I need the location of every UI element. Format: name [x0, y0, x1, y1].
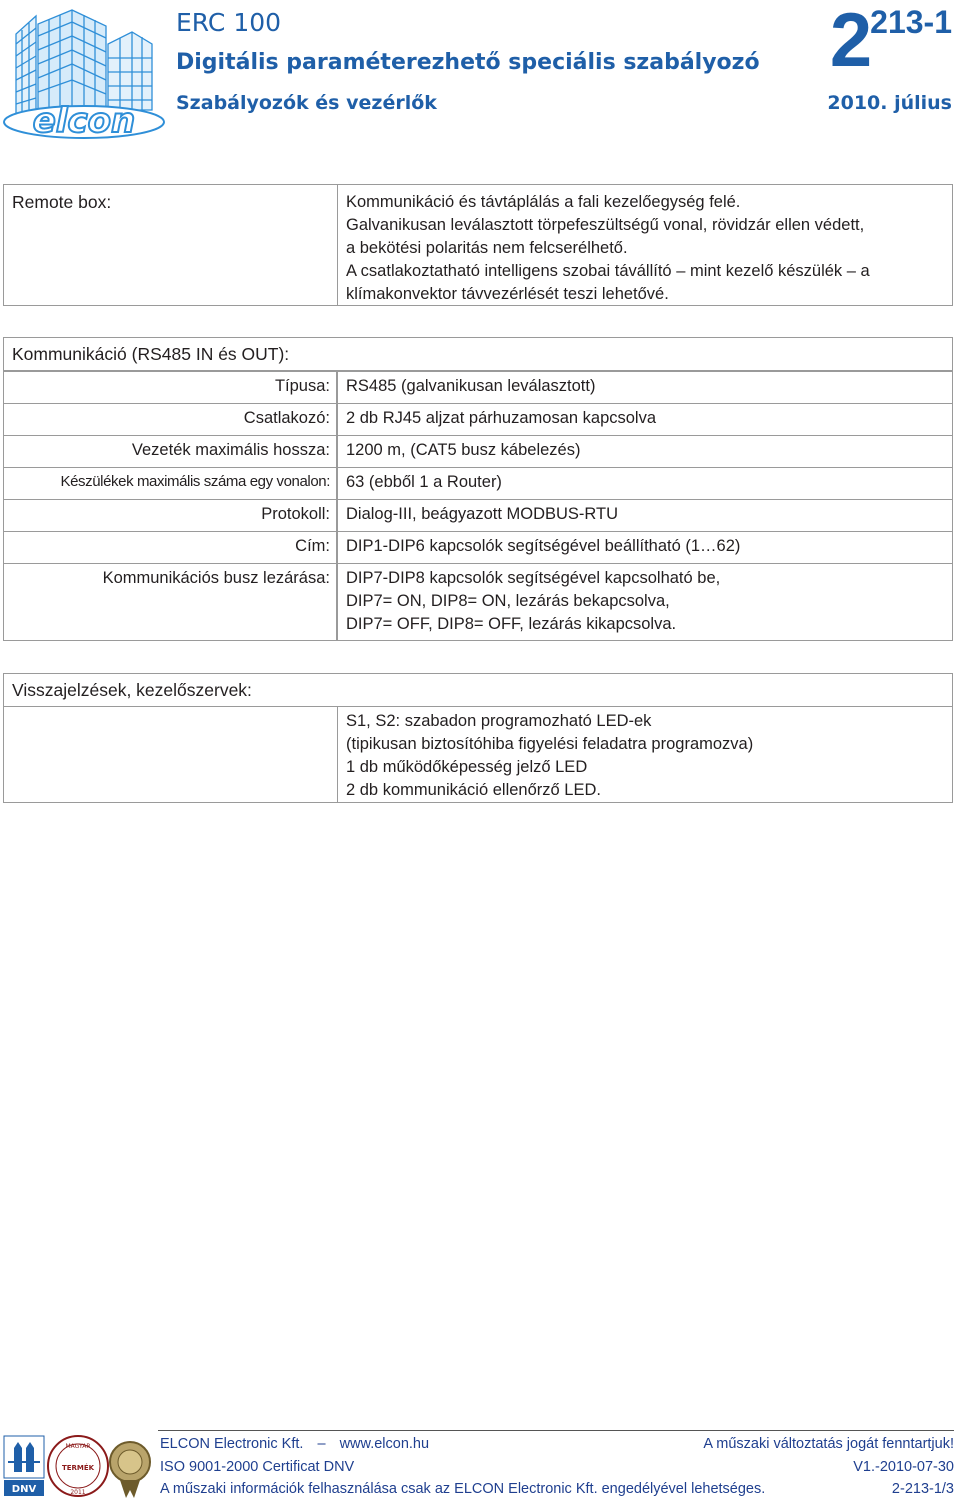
spec-label: Készülékek maximális száma egy vonalon:: [60, 473, 330, 490]
feedback-line: 2 db kommunikáció ellenőrző LED.: [346, 781, 601, 799]
feedback-empty-cell: [3, 706, 338, 803]
footer-dash: –: [317, 1436, 326, 1452]
footer-company: [160, 1436, 429, 1452]
feedback-value-cell: [337, 706, 953, 803]
spec-row-value-cell: [337, 435, 953, 468]
feedback-title-cell: [3, 673, 953, 707]
quality-mark-icon: [4, 1436, 44, 1496]
remote-box-line: Kommunikáció és távtáplálás a fali kezelőegység felé.: [346, 193, 741, 211]
product-category: Szabályozók és vezérlők: [176, 92, 437, 114]
document-code-main: 2: [829, 0, 871, 83]
document-code: [830, 0, 952, 82]
spec-value: DIP7-DIP8 kapcsolók segítségével kapcsolható be,: [346, 569, 721, 587]
award-medal-icon: [110, 1442, 150, 1498]
elcon-logo: [2, 4, 166, 140]
svg-text:2011: 2011: [70, 1489, 86, 1496]
svg-text:elcon: elcon: [32, 101, 136, 140]
feedback-line: 1 db működőképesség jelző LED: [346, 758, 588, 776]
spec-label: Csatlakozó:: [243, 409, 330, 427]
company-name: ELCON Electronic Kft.: [160, 1436, 304, 1452]
spec-row-label-cell: [3, 563, 337, 641]
spec-row-label-cell: [3, 467, 337, 500]
feedback-line: S1, S2: szabadon programozható LED-ek: [346, 712, 652, 730]
spec-label: Cím:: [295, 537, 330, 555]
spec-row-value-cell: [337, 371, 953, 404]
spec-row-label-cell: [3, 435, 337, 468]
spec-value: 63 (ebből 1 a Router): [346, 473, 502, 491]
spec-row-value-cell: [337, 531, 953, 564]
document-date: 2010. július: [827, 92, 952, 114]
magyar-termek-seal-icon: [48, 1436, 108, 1496]
company-website-link[interactable]: www.elcon.hu: [339, 1436, 430, 1452]
spec-row-value-cell: [337, 563, 953, 641]
svg-text:MAGYAR: MAGYAR: [65, 1443, 91, 1450]
product-model: ERC 100: [176, 8, 282, 37]
remote-box-line: klímakonvektor távvezérlését teszi lehetővé.: [346, 285, 669, 303]
remote-box-line: A csatlakoztatható intelligens szobai távállító – mint kezelő készülék – a: [346, 262, 870, 280]
communication-title: Kommunikáció (RS485 IN és OUT):: [12, 344, 290, 364]
spec-value: DIP7= ON, DIP8= ON, lezárás bekapcsolva,: [346, 592, 670, 610]
spec-value: DIP7= OFF, DIP8= OFF, lezárás kikapcsolva.: [346, 615, 677, 633]
footer-page-number: 2-213-1/3: [891, 1481, 954, 1497]
remote-box-value-cell: [337, 184, 953, 306]
remote-box-label: Remote box:: [12, 192, 112, 212]
footer-iso: ISO 9001-2000 Certificat DNV: [160, 1459, 355, 1475]
footer-usage-note: A műszaki információk felhasználása csak az ELCON Electronic Kft. engedélyével lehetséges.: [160, 1481, 766, 1497]
feedback-line: (tipikusan biztosítóhiba figyelési feladatra programozva): [346, 735, 754, 753]
spec-row-value-cell: [337, 403, 953, 436]
spec-row-label-cell: [3, 531, 337, 564]
spec-value: 1200 m, (CAT5 busz kábelezés): [346, 441, 581, 459]
remote-box-line: a bekötési polaritás nem felcserélhető.: [346, 239, 628, 257]
spec-label: Típusa:: [274, 377, 330, 395]
spec-label: Protokoll:: [261, 505, 330, 523]
svg-text:DNV: DNV: [11, 1484, 37, 1495]
spec-value: DIP1-DIP6 kapcsolók segítségével beállítható (1…62): [346, 537, 741, 555]
svg-text:TERMÉK: TERMÉK: [61, 1464, 95, 1472]
spec-label: Kommunikációs busz lezárása:: [102, 569, 330, 587]
spec-value: 2 db RJ45 aljzat párhuzamosan kapcsolva: [346, 409, 657, 427]
spec-label: Vezeték maximális hossza:: [131, 441, 330, 459]
footer-rights: A műszaki változtatás jogát fenntartjuk!: [703, 1436, 954, 1452]
feedback-title: Visszajelzések, kezelőszervek:: [12, 680, 252, 700]
communication-title-cell: [3, 337, 953, 371]
remote-box-label-cell: [3, 184, 338, 306]
spec-value: Dialog-III, beágyazott MODBUS-RTU: [346, 505, 619, 523]
spec-row-label-cell: [3, 499, 337, 532]
spec-row-value-cell: [337, 467, 953, 500]
document-code-sup: 213-1: [870, 4, 952, 40]
spec-row-value-cell: [337, 499, 953, 532]
certification-logos: [2, 1432, 154, 1500]
spec-row-label-cell: [3, 403, 337, 436]
spec-row-label-cell: [3, 371, 337, 404]
spec-value: RS485 (galvanikusan leválasztott): [346, 377, 596, 395]
footer-version: V1.-2010-07-30: [853, 1459, 954, 1475]
product-subtitle: Digitális paraméterezhető speciális szabályozó: [176, 50, 760, 75]
remote-box-line: Galvanikusan leválasztott törpefeszültségű vonal, rövidzár ellen védett,: [346, 216, 865, 234]
footer-divider: [158, 1430, 954, 1431]
